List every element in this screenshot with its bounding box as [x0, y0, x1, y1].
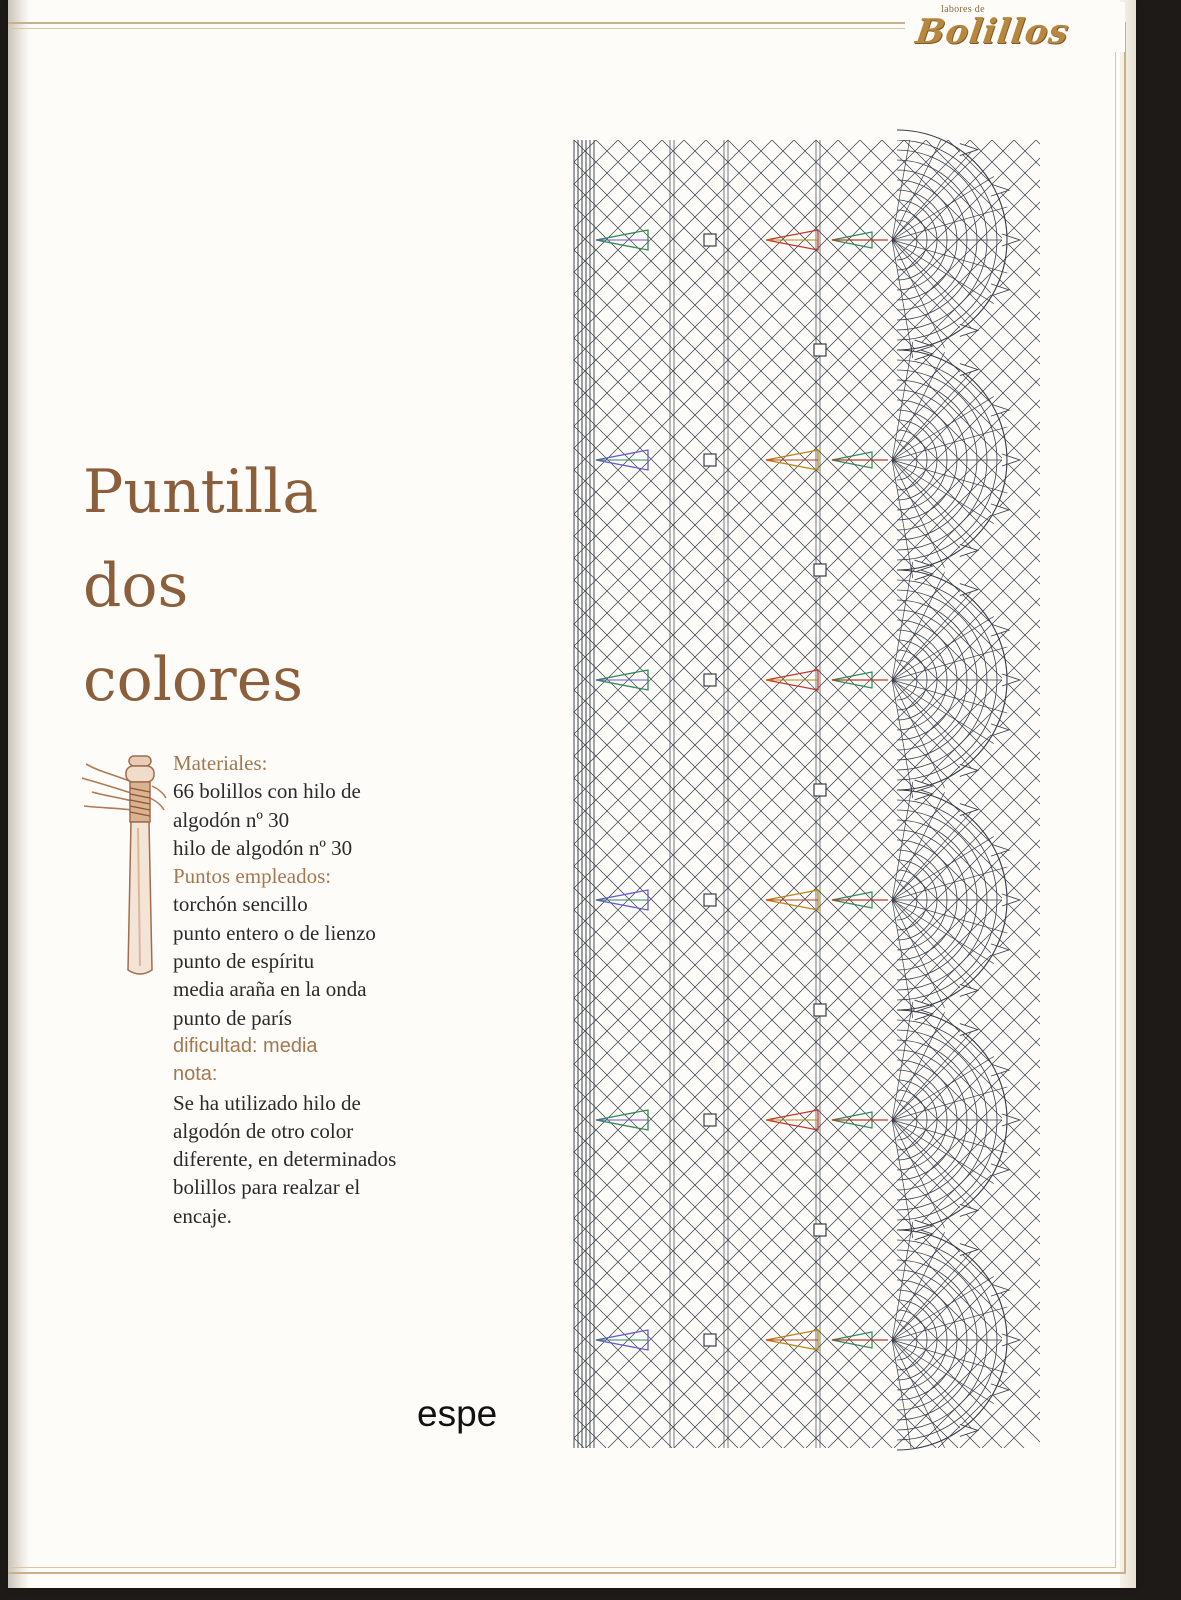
bobbin-icon [82, 748, 172, 980]
title-line: dos [83, 551, 189, 621]
masthead-kicker: labores de [941, 4, 985, 15]
note-line: Se ha utilizado hilo de [173, 1090, 361, 1115]
note-line: algodón de otro color [173, 1118, 354, 1143]
materials-line: 66 bolillos con hilo de [173, 779, 361, 804]
masthead-logo: Bolillos [913, 12, 1072, 52]
title-line: colores [83, 645, 304, 715]
stitches-heading: Puntos empleados: [173, 864, 332, 889]
stitch-line: punto de espíritu [173, 949, 315, 974]
materials-line: algodón nº 30 [173, 807, 290, 832]
info-panel [173, 749, 396, 1230]
page-title [83, 445, 318, 727]
title-line: Puntilla [83, 457, 319, 527]
note-line: encaje. [173, 1203, 232, 1228]
stitch-line: torchón sencillo [173, 892, 308, 917]
lace-pricking-diagram [560, 100, 1040, 1462]
author-credit: espe [417, 1393, 498, 1434]
stitch-line: punto de parís [173, 1005, 292, 1030]
note-line: diferente, en determinados [173, 1147, 397, 1172]
materials-heading: Materiales: [173, 751, 268, 775]
stitch-line: punto entero o de lienzo [173, 920, 376, 945]
materials-line: hilo de algodón nº 30 [173, 835, 353, 860]
note-heading: nota: [173, 1063, 218, 1086]
stitch-line: media araña en la onda [173, 977, 367, 1002]
difficulty-label: dificultad: media [173, 1034, 318, 1057]
note-line: bolillos para realzar el [173, 1175, 361, 1200]
